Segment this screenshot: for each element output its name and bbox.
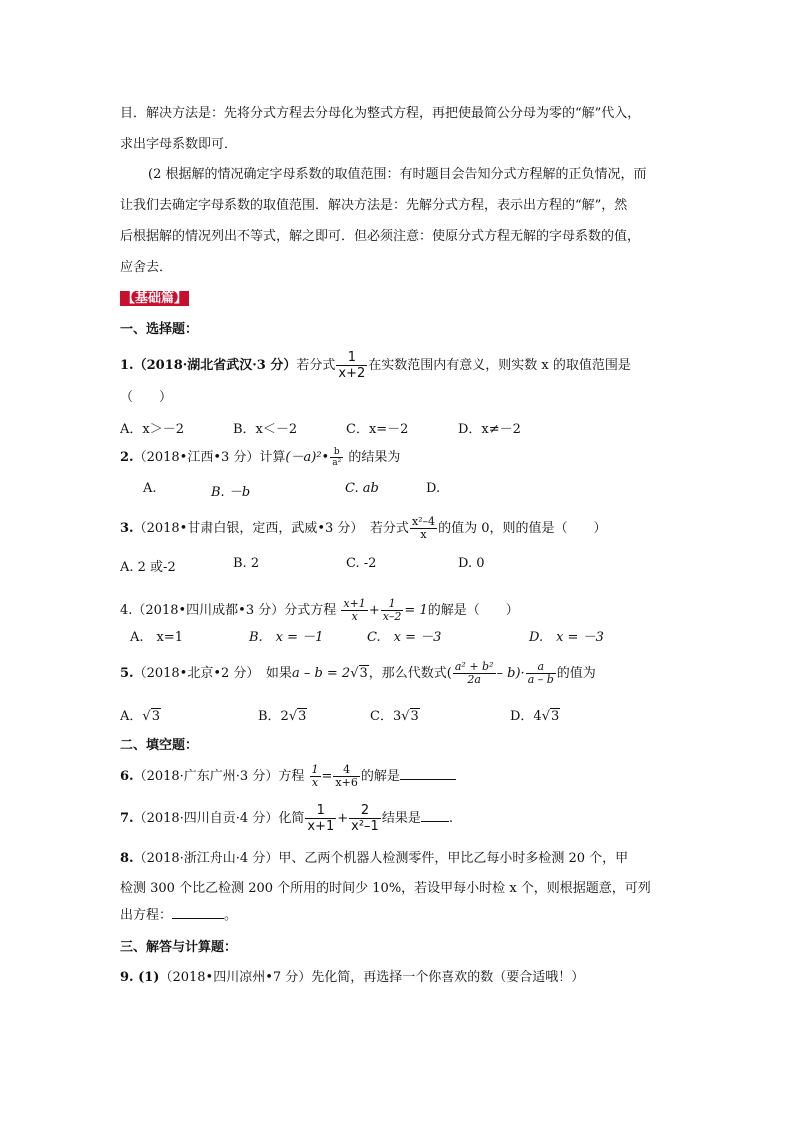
part-heading: 二、填空题： [120, 738, 199, 753]
fraction: $\frac{1}{x+2}$ [338, 350, 366, 381]
option-a: A. x=1 [130, 630, 184, 645]
part-heading: 一、选择题： [120, 322, 199, 337]
fraction: $\frac{4}{x+6}$ [335, 763, 358, 789]
fraction: $\frac{\text{a² + b²}}{2a}$ [454, 660, 494, 686]
question-1: 1.（2018·湖北省武汉·3 分）若分式 $\frac{1}{x+2}$ 在实数范围内有意义，则实数 x 的取值范围是 [120, 350, 631, 381]
fraction: $\frac{b}{\text{a²}}$ [332, 447, 342, 468]
option-d: D. x = －3 [529, 630, 604, 645]
question-2: 2.（2018•江西•3 分）计算(－a)²• $\frac{b}{\text{a²}}$ 的结果为 [120, 447, 401, 468]
question-8-line: 检测 300 个比乙检测 200 个所用的时间少 10%，若设甲每小时检 x 个，则根据题意，可列 [120, 881, 651, 896]
option-a: A. [143, 481, 157, 496]
question-5: 5.（2018•北京•2 分） 如果a – b = 2√3，那么代数式( $\frac{\text{a² + b²}}{2a}$ – b)· $\frac{a}{a - b}$ 的值为 [120, 660, 596, 686]
option-c: C. ab [345, 481, 379, 496]
option-c: C．x=－2 [346, 422, 409, 437]
fill-blank [421, 821, 449, 822]
intro-line: 应舍去． [120, 260, 173, 275]
option-c: C．3√3 [370, 709, 419, 724]
question-6: 6.（2018·广东广州·3 分）方程 $\frac{1}{x}$ = $\frac{4}{x+6}$ 的解是 [120, 764, 456, 789]
question-8: 8.（2018·浙江舟山·4 分）甲、乙两个机器人检测零件，甲比乙每小时多检测 20 个，甲 [120, 851, 629, 866]
option-d: D. [426, 481, 441, 496]
option-b: B．x＜－2 [233, 422, 298, 437]
question-4: 4.（2018•四川成都•3 分）分式方程 $\frac{x+1}{x}$ + $\frac{1}{x-2}$ = 1的解是（ ） [120, 597, 519, 623]
intro-line: 让我们去确定字母系数的取值范围．解决方法是：先解分式方程，表示出方程的“解”，然 [120, 198, 628, 213]
question-7: 7.（2018·四川自贡·4 分）化简 $\frac{1}{x+1}$ + $\frac{2}{\text{x²–1}}$ 结果是 . [120, 803, 453, 834]
option-c: C. -2 [346, 556, 377, 571]
fraction: $\frac{x+1}{x}$ [343, 597, 366, 623]
option-a: A．√3 [120, 709, 160, 724]
option-d: D．4√3 [510, 709, 560, 724]
option-b: B. x = －1 [249, 630, 324, 645]
question-8-line: 出方程： 。 [120, 908, 238, 923]
option-a: A. 2 或-2 [120, 560, 176, 575]
section-tag: 【基础篇】 [122, 291, 188, 306]
fraction: $\frac{a}{a - b}$ [527, 660, 554, 686]
option-a: A．x＞－2 [120, 422, 184, 437]
intro-line: 后根据解的情况列出不等式，解之即可．但必须注意：使原分式方程无解的字母系数的值， [120, 229, 641, 244]
fraction: $\frac{1}{x+1}$ [307, 803, 335, 834]
option-c: C. x = －3 [367, 630, 442, 645]
option-d: D．x≠－2 [458, 422, 521, 437]
option-b: B. －b [211, 485, 251, 500]
option-b: B．2√3 [258, 709, 307, 724]
intro-line: 求出字母系数即可． [120, 137, 238, 152]
fill-blank [400, 779, 456, 780]
fraction: $\frac{1}{x-2}$ [382, 597, 402, 623]
fraction: $\frac{1}{x}$ [311, 763, 319, 789]
fraction: $\frac{2}{\text{x²–1}}$ [351, 803, 379, 834]
option-d: D. 0 [458, 556, 485, 571]
part-heading: 三、解答与计算题： [120, 940, 238, 955]
question-3: 3.（2018•甘肃白银，定西，武威•3 分） 若分式 $\frac{\text{x²–4}}{x}$ 的值为 0，则的值是（ ） [120, 515, 607, 541]
answer-paren: （ ） [120, 390, 173, 405]
fill-blank [172, 918, 224, 919]
intro-line: (2 根据解的情况确定字母系数的取值范围：有时题目会告知分式方程解的正负情况，而 [148, 167, 647, 182]
fraction: $\frac{\text{x²–4}}{x}$ [411, 515, 436, 541]
question-9: 9. (1)（2018•四川凉州•7 分）先化简，再选择一个你喜欢的数（要合适哦！） [120, 970, 585, 985]
option-b: B. 2 [233, 556, 260, 571]
intro-line: 目．解决方法是：先将分式方程去分母化为整式方程，再把使最简公分母为零的“解”代入， [120, 106, 641, 121]
